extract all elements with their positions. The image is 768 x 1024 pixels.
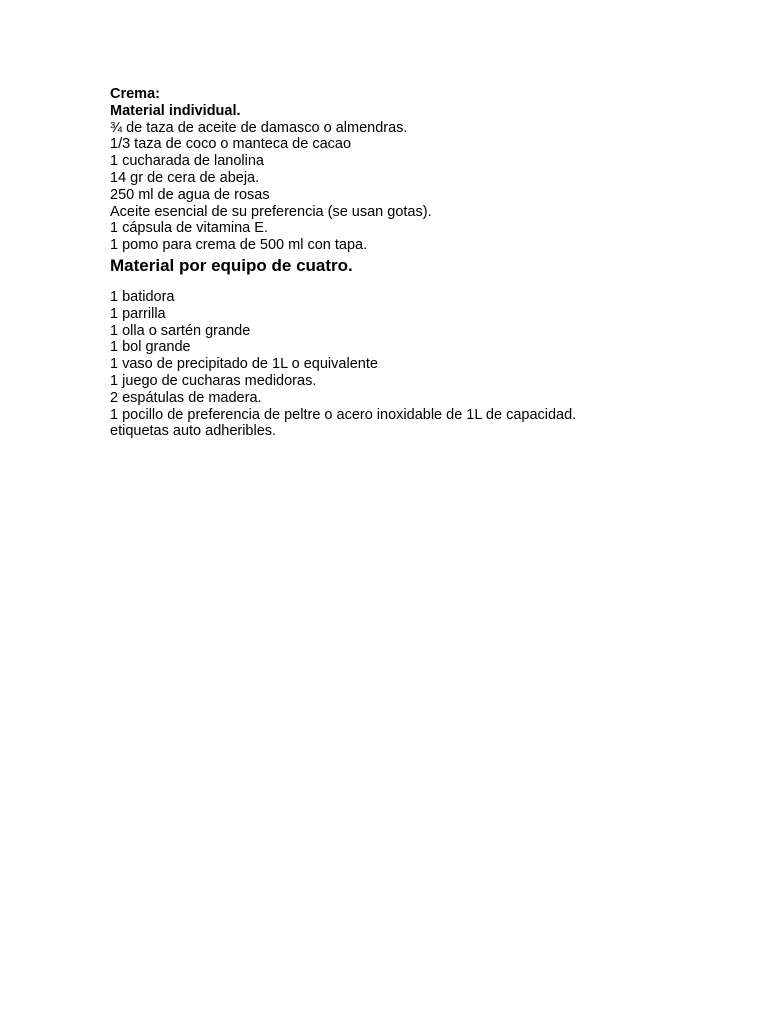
list-item: Aceite esencial de su preferencia (se usan gotas). <box>110 203 432 220</box>
list-item: 1 juego de cucharas medidoras. <box>110 372 317 389</box>
section-heading-team: Material por equipo de cuatro. <box>110 255 353 275</box>
list-item: 1 olla o sartén grande <box>110 322 251 339</box>
document-title: Crema: <box>110 86 160 102</box>
list-item: 1 pomo para crema de 500 ml con tapa. <box>110 237 368 254</box>
list-item: 1 bol grande <box>110 339 191 356</box>
list-item: 14 gr de cera de abeja. <box>110 169 260 186</box>
list-item: 1 cucharada de lanolina <box>110 153 264 170</box>
list-item: 1/3 taza de coco o manteca de cacao <box>110 136 352 153</box>
list-item: 1 vaso de precipitado de 1L o equivalente <box>110 356 378 373</box>
list-item: 1 cápsula de vitamina E. <box>110 220 268 237</box>
section-heading-individual: Material individual. <box>110 102 241 119</box>
list-item: 2 espátulas de madera. <box>110 389 262 406</box>
individual-materials-list <box>110 120 730 254</box>
list-item: ¾ de taza de aceite de damasco o almendras. <box>110 119 408 136</box>
document-page <box>110 86 730 440</box>
list-item: 1 batidora <box>110 288 175 305</box>
spacer <box>110 276 730 289</box>
team-materials-list <box>110 289 730 440</box>
list-item: 1 parrilla <box>110 305 166 322</box>
list-item: etiquetas auto adheribles. <box>110 423 277 440</box>
list-item: 1 pocillo de preferencia de peltre o acero inoxidable de 1L de capacidad. <box>110 406 577 423</box>
list-item: 250 ml de agua de rosas <box>110 186 270 203</box>
